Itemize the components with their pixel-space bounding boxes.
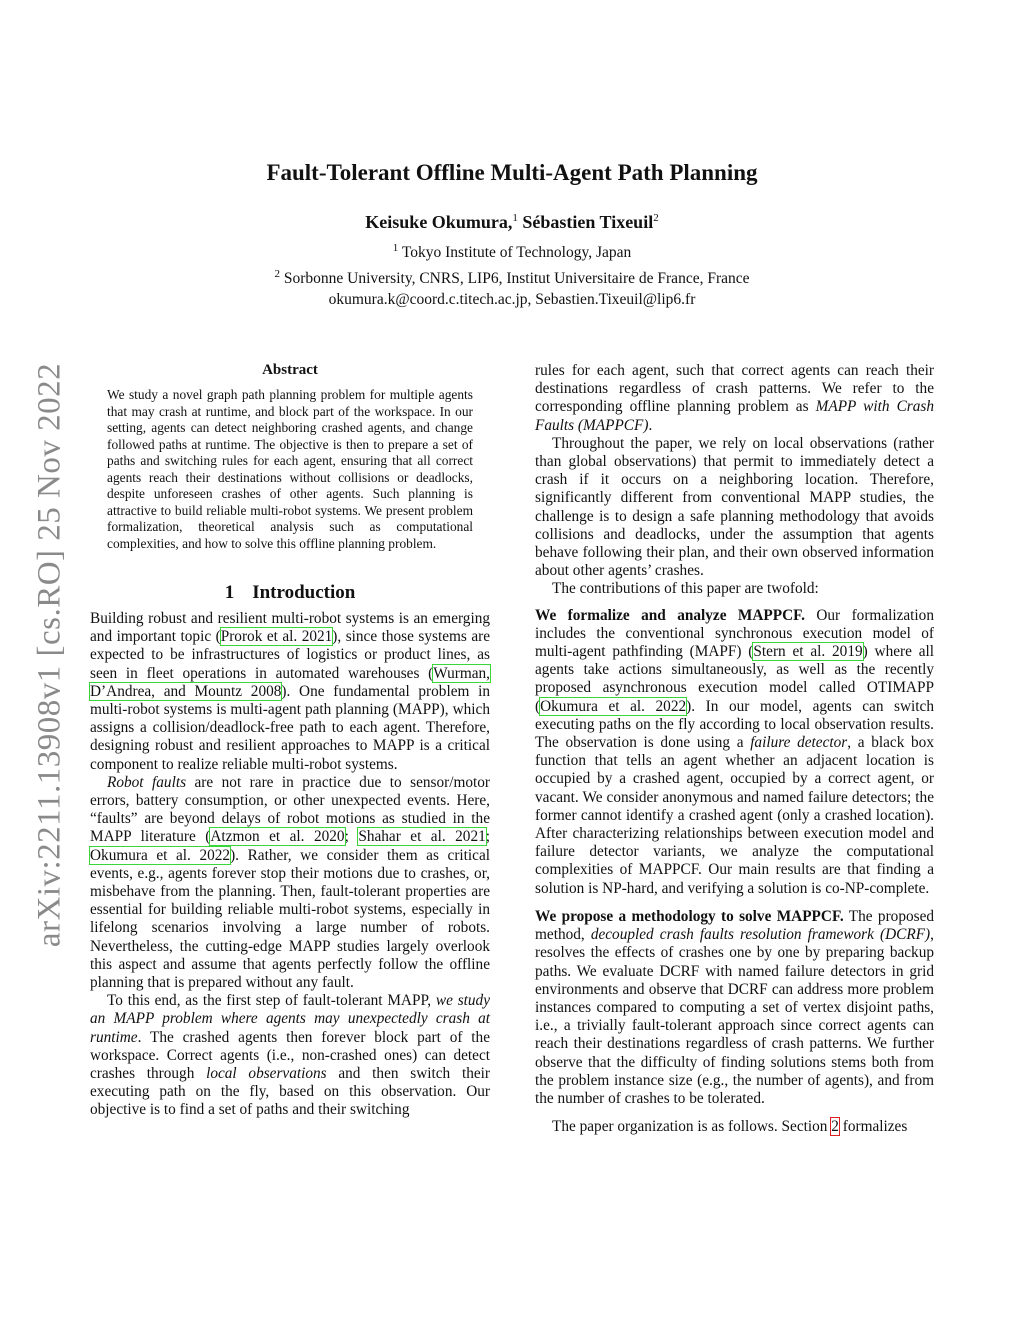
affiliation-marker: 2 — [274, 268, 280, 281]
paper-header — [0, 160, 1024, 309]
citation-link[interactable]: Okumura et al. 2022 — [540, 697, 687, 715]
affiliation-text: Sorbonne University, CNRS, LIP6, Institut Universitaire de France, France — [283, 270, 750, 288]
body-paragraph: The paper organization is as follows. Section 2 formalizes — [552, 1118, 908, 1136]
citation-link[interactable]: Wurman, D’Andrea, and Mountz 2008 — [90, 664, 490, 700]
citation-link[interactable]: Shahar et al. 2021 — [358, 828, 486, 846]
affiliation-text: Tokyo Institute of Technology, Japan — [401, 244, 632, 262]
author-line — [0, 212, 1024, 233]
affiliation-marker: 1 — [512, 212, 518, 224]
contribution-paragraph: We propose a methodology to solve MAPPCF. The proposed method, decoupled crash faults resolution framework (DCRF), resolves the effects of crashes one by one by preparing backup paths. We evaluate DCRF with named failure detectors in grid environments and observe that DCRF can address more problem instances compared to computing a set of vertex disjoint paths, i.e., a trivially fault-tolerant approach since correct agents can reach their destinations regardless of crash patterns. We further observe that the difficulty of finding solutions stems both from the problem instance size (e.g., the number of agents), and from the number of crashes to be tolerated. — [535, 907, 935, 1107]
section-title: Introduction — [252, 582, 356, 603]
author-name: Sébastien Tixeuil — [522, 212, 654, 232]
intro-paragraph: Building robust and resilient multi-robot systems is an emerging and important topic (Prorok et al. 2021), since those systems are expected to be infrastructures of logistics or product lines, as seen in fleet operations in automated warehouses (Wurman, D’Andrea, and Mountz 2008). One fundamental problem in multi-robot systems is multi-agent path planning (MAPP), which assigns a collision/deadlock-free path to each agent. Therefore, designing robust and resilient approaches to MAPP is a critical component to realize reliable multi-robot systems. — [90, 610, 490, 773]
left-column — [90, 362, 490, 1120]
body-paragraph: The contributions of this paper are twofold: — [552, 580, 819, 598]
affiliation-1 — [0, 239, 1024, 262]
section-number: 1 — [224, 582, 235, 603]
intro-paragraph: Robot faults are not rare in practice due to sensor/motor errors, battery consumption, or other unexpected events. Here, “faults” are beyond delays of robot motions as studied in the MAPP literature (Atzmon et al. 2020; Shahar et al. 2021; Okumura et al. 2022). Rather, we consider them as critical events, e.g., agents forever stop their motions due to crashes, or, misbehave from the planning. Then, fault-tolerant properties are essential for building reliable multi-robot systems, especially in lifelong scenarios involving a large number of robots. Nevertheless, the cutting-edge MAPP studies largely overlook this aspect and assume that agents perfectly follow the offline planning that is prepared without any fault. — [90, 773, 490, 992]
abstract-text: We study a novel graph path planning problem for multiple agents that may crash at runtime, and block part of the workspace. In our setting, agents can detect neighboring crashed agents, and change followed paths at runtime. The objective is then to prepare a set of paths and switching rules for each agent, ensuring that all correct agents reach their destinations without collisions or deadlocks, despite unforeseen crashes of other agents. Such planning is attractive to build reliable multi-robot systems. We present problem formalization, theoretical analysis such as computational complexities, and how to solve this offline planning problem. — [107, 387, 473, 551]
affiliation-marker: 1 — [392, 242, 399, 254]
paper-title: Fault-Tolerant Offline Multi-Agent Path Planning — [266, 160, 758, 185]
citation-link[interactable]: Prorok et al. 2021 — [220, 628, 333, 646]
citation-link[interactable]: Atzmon et al. 2020 — [210, 828, 345, 846]
arxiv-stamp — [30, 345, 70, 965]
abstract-heading: Abstract — [262, 362, 318, 378]
section-reference-link[interactable]: 2 — [831, 1118, 839, 1136]
intro-paragraph: To this end, as the first step of fault-tolerant MAPP, we study an MAPP problem where agents may unexpectedly crash at runtime. The crashed agents then forever block part of the workspace. Correct agents (i.e., non-crashed ones) can detect crashes through local observations and then switch their executing path on the fly, based on this observation. Our objective is to find a set of paths and their switching — [90, 992, 490, 1119]
paragraph-lead: We formalize and analyze MAPPCF. — [535, 606, 805, 624]
author-name: Keisuke Okumura, — [365, 212, 513, 232]
author-emails: okumura.k@coord.c.titech.ac.jp, Sebastien.Tixeuil@lip6.fr — [328, 291, 696, 309]
citation-link[interactable]: Okumura et al. 2022 — [90, 846, 231, 864]
arxiv-identifier: arXiv:2211.13908v1 [cs.RO] 25 Nov 2022 — [31, 362, 68, 948]
paragraph-lead: We propose a methodology to solve MAPPCF. — [535, 907, 844, 925]
affiliation-marker: 2 — [653, 212, 659, 224]
contribution-paragraph: We formalize and analyze MAPPCF. Our formalization includes the conventional synchronous execution model of multi-agent pathfinding (MAPF) (Stern et al. 2019) where all agents take actions simultaneously, as well as the recently proposed asynchronous execution model called OTIMAPP (Okumura et al. 2022). In our model, agents can switch executing paths on the fly according to local observation results. The observation is done using a failure detector, a black box function that tells an agent whether an adjacent location is occupied by a crashed agent, occupied by a correct agent, or vacant. We consider anonymous and named failure detectors; the former cannot identify a crashed agent (only a crashed location). After characterizing relationships between execution model and failure detector variants, we analyze the computational complexities of MAPPCF. Our main results are that finding a solution is NP-hard, and verifying a solution is co-NP-complete. — [535, 606, 934, 897]
section-heading-introduction — [90, 582, 490, 604]
body-paragraph: Throughout the paper, we rely on local observations (rather than global observations) that permit to immediately detect a crash if it occurs on a neighboring location. Therefore, significantly different from conventional MAPP studies, the challenge is to design a safe planning methodology that avoids collisions and deadlocks, under the assumption that agents behave following their plan, and their own observed information about other agents’ crashes. — [535, 434, 934, 580]
body-paragraph: rules for each agent, such that correct agents can reach their destinations regardless of crash patterns. We refer to the corresponding offline planning problem as MAPP with Crash Faults (MAPPCF). — [535, 362, 934, 434]
citation-link[interactable]: Stern et al. 2019 — [753, 643, 863, 661]
right-column — [535, 362, 934, 1136]
affiliation-2 — [0, 265, 1024, 288]
